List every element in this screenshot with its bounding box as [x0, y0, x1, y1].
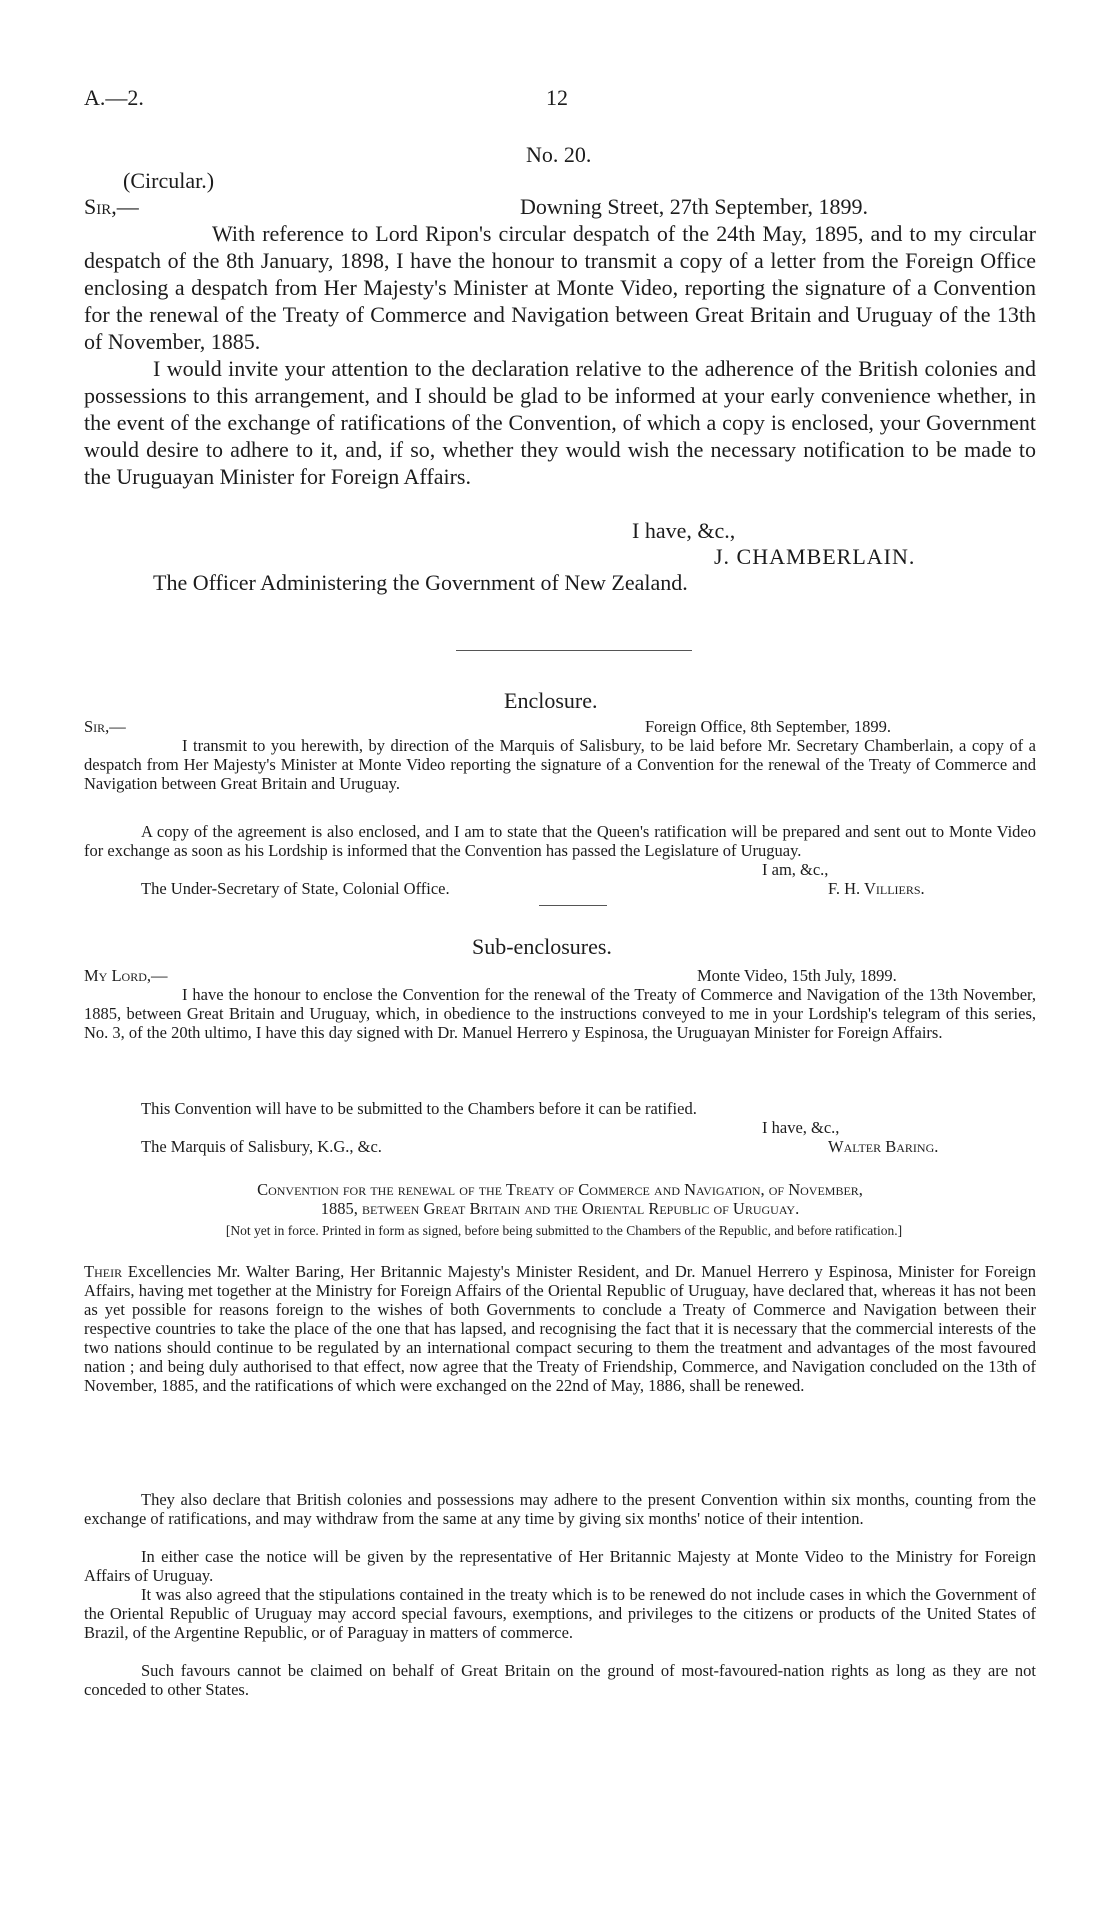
sub-enclosures-signature: Walter Baring. [828, 1137, 939, 1156]
despatch-number: No. 20. [526, 142, 592, 167]
despatch-paragraph-1: With reference to Lord Ripon's circular despatch of the 24th May, 1895, and to my circular despatch of the 8th January, 1898, I have the honour to transmit a copy of a letter from the Foreign Office enclosing a despatch from Her Majesty's Minister at Monte Video, reporting the signature of a Convention for the renewal of the Treaty of Commerce and Navigation between Great Britain and Uruguay of the 13th of November, 1885. [84, 221, 1036, 354]
convention-title-line-2: 1885, between Great Britain and the Oriental Republic of Uruguay. [320, 1199, 800, 1218]
sub-enclosures-addressee: The Marquis of Salisbury, K.G., &c. [141, 1137, 382, 1156]
enclosure-addressee: The Under-Secretary of State, Colonial Office. [141, 879, 450, 898]
convention-paragraph-1-lead: Their [84, 1262, 123, 1281]
sub-enclosures-closing: I have, &c., [762, 1118, 840, 1137]
sub-enclosures-salutation: My Lord,— [84, 966, 168, 985]
convention-paragraph-2: They also declare that British colonies and possessions may adhere to the present Convention within six months, counting from the exchange of ratifications, and may withdraw from the same at any time by giving six months' notice of their intention. [84, 1490, 1036, 1528]
despatch-addressee: The Officer Administering the Government of New Zealand. [153, 570, 688, 595]
enclosure-closing: I am, &c., [762, 860, 829, 879]
despatch-closing: I have, &c., [632, 518, 736, 543]
despatch-place-date: Downing Street, 27th September, 1899. [520, 194, 869, 219]
page-number: 12 [546, 85, 568, 110]
enclosure-paragraph-2: A copy of the agreement is also enclosed, and I am to state that the Queen's ratification will be prepared and sent out to Monte Video for exchange as soon as his Lordship is informed that the Convention has passed the Legislature of Uruguay. [84, 822, 1036, 860]
sub-enclosures-paragraph-2: This Convention will have to be submitted to the Chambers before it can be ratified. [141, 1099, 697, 1118]
section-divider-short [539, 905, 607, 906]
document-reference: A.—2. [84, 85, 144, 110]
enclosure-paragraph-1: I transmit to you herewith, by direction of the Marquis of Salisbury, to be laid before Mr. Secretary Chamberlain, a copy of a despatch from Her Majesty's Minister at Monte Video reporting the signature of a Convention for the renewal of the Treaty of Commerce and Navigation between Great Britain and Uruguay. [84, 736, 1036, 793]
enclosure-signature: F. H. Villiers. [828, 879, 925, 898]
despatch-signature: J. CHAMBERLAIN. [714, 544, 916, 569]
convention-title-line-1: Convention for the renewal of the Treaty of Commerce and Navigation, of November, [257, 1180, 863, 1199]
despatch-salutation: Sir,— [84, 194, 139, 219]
circular-label: (Circular.) [123, 168, 215, 193]
sub-enclosures-paragraph-1: I have the honour to enclose the Convention for the renewal of the Treaty of Commerce and Navigation of the 13th November, 1885, between Great Britain and Uruguay, which, in obedience to the instructions conveyed to me in your Lordship's telegram of this series, No. 3, of the 20th ultimo, I have this day signed with Dr. Manuel Herrero y Espinosa, the Uruguayan Minister for Foreign Affairs. [84, 985, 1036, 1042]
convention-paragraph-5: Such favours cannot be claimed on behalf of Great Britain on the ground of most-favoured-nation rights as long as they are not conceded to other States. [84, 1661, 1036, 1699]
convention-note: [Not yet in force. Printed in form as signed, before being submitted to the Chambers of the Republic, and before ratification.] [225, 1223, 903, 1238]
convention-paragraph-1 [84, 1262, 1036, 1395]
convention-paragraph-3: In either case the notice will be given by the representative of Her Britannic Majesty at Monte Video to the Ministry for Foreign Affairs of Uruguay. [84, 1547, 1036, 1585]
convention-paragraph-4: It was also agreed that the stipulations contained in the treaty which is to be renewed do not include cases in which the Government of the Oriental Republic of Uruguay may accord special favours, exemptions, and privileges to the citizens or products of the United States of Brazil, of the Argentine Republic, or of Paraguay in matters of commerce. [84, 1585, 1036, 1642]
sub-enclosures-place-date: Monte Video, 15th July, 1899. [697, 966, 897, 985]
section-divider [456, 650, 692, 651]
sub-enclosures-heading: Sub-enclosures. [472, 934, 612, 959]
enclosure-heading: Enclosure. [504, 688, 598, 713]
convention-paragraph-1-text: Excellencies Mr. Walter Baring, Her Britannic Majesty's Minister Resident, and Dr. Manuel Herrero y Espinosa, Minister for Foreign Affairs, having met together at the Ministry for Foreign Affairs of the Oriental Republic of Uruguay, have declared that, whereas it has not been as yet possible for reasons foreign to the wishes of both Governments to conclude a Treaty of Commerce and Navigation between their respective countries to take the place of the one that has lapsed, and recognising the fact that it is necessary that the commercial interests of the two nations should continue to be regulated by an international compact securing to them the treatment and advantages of the most favoured nation ; and being duly authorised to that effect, now agree that the Treaty of Friendship, Commerce, and Navigation concluded on the 13th of November, 1885, and the ratifications of which were exchanged on the 22nd of May, 1886, shall be renewed. [84, 1262, 1036, 1395]
enclosure-salutation: Sir,— [84, 717, 126, 736]
enclosure-place-date: Foreign Office, 8th September, 1899. [645, 717, 892, 736]
despatch-paragraph-2: I would invite your attention to the declaration relative to the adherence of the British colonies and possessions to this arrangement, and I should be glad to be informed at your early convenience whether, in the event of the exchange of ratifications of the Convention, of which a copy is enclosed, your Government would desire to adhere to it, and, if so, whether they would wish the necessary notification to be made to the Uruguayan Minister for Foreign Affairs. [84, 356, 1036, 489]
